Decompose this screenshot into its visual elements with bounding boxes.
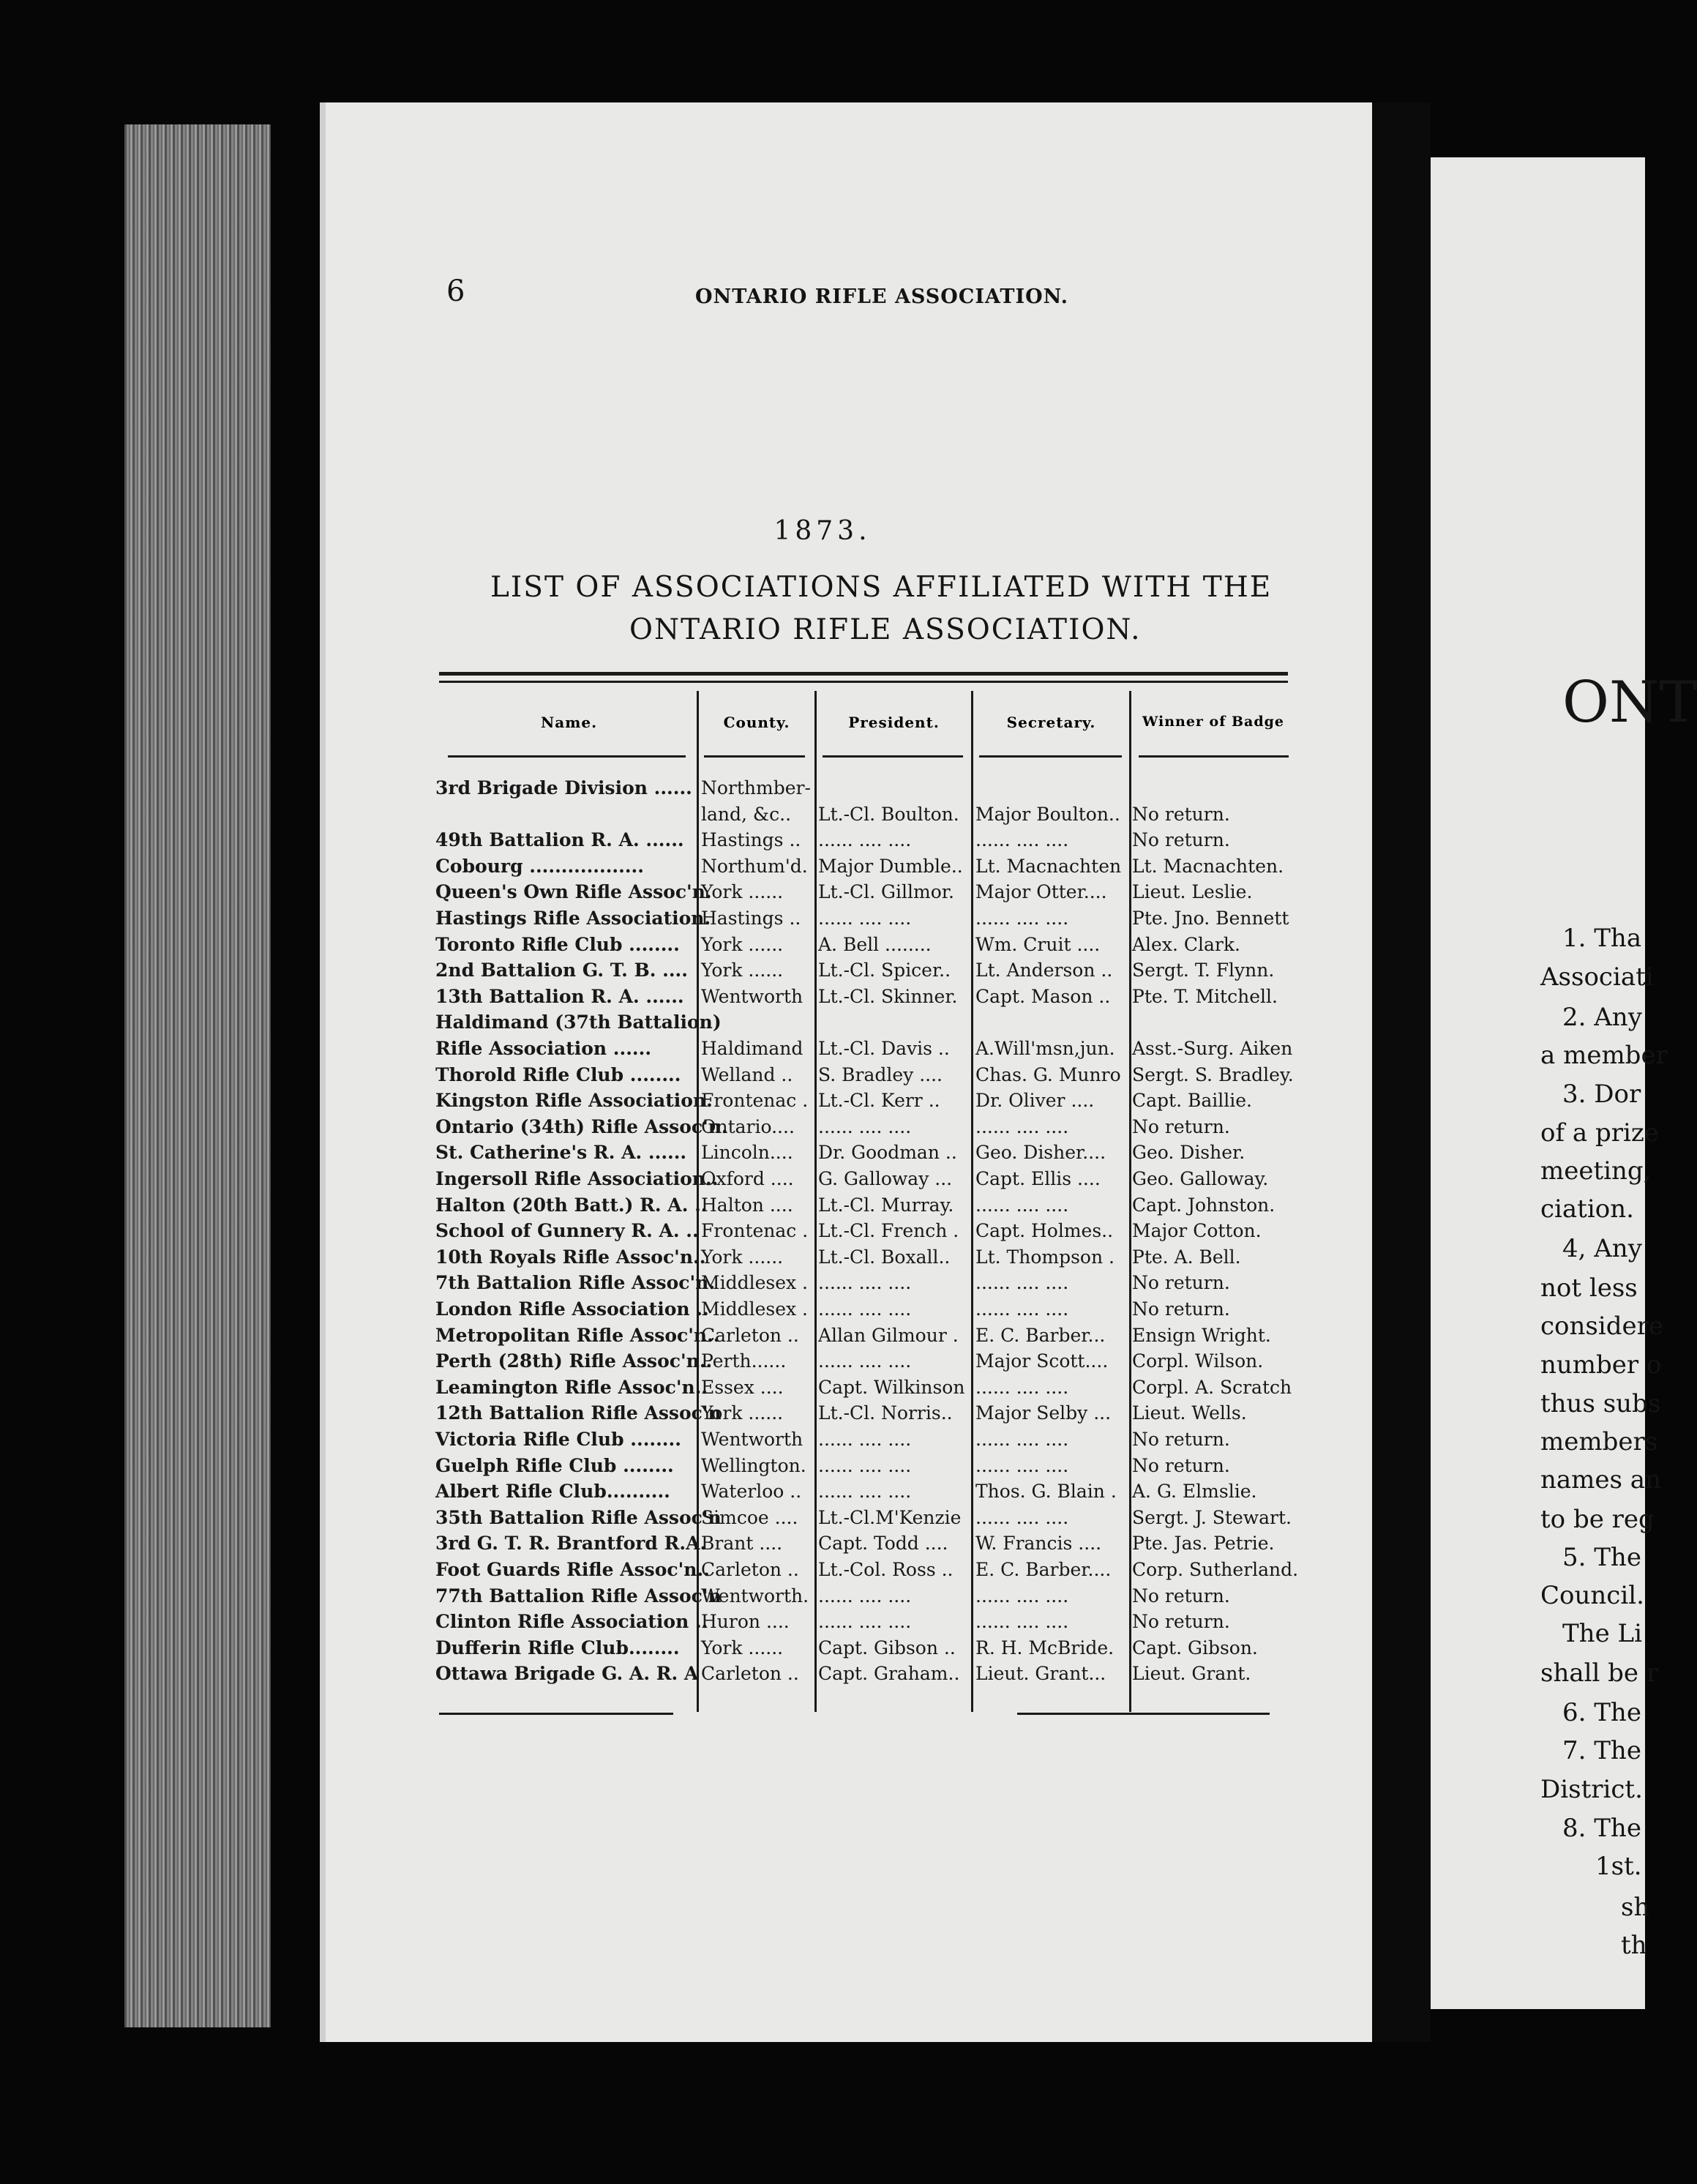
cell-secretary: ...... .... ....: [975, 829, 1069, 851]
cell-president: Capt. Todd ....: [818, 1533, 948, 1555]
column-divider: [814, 691, 817, 1712]
cell-president: Lt.-Cl. Boxall..: [818, 1246, 951, 1268]
cell-president: Lt.-Cl. Boulton.: [818, 803, 959, 825]
cell-president: S. Bradley ....: [818, 1063, 943, 1085]
cell-county: Huron ....: [701, 1611, 790, 1633]
cell-secretary: ...... .... ....: [975, 1585, 1069, 1607]
cell-president: Capt. Wilkinson: [818, 1376, 965, 1398]
cell-secretary: E. C. Barber...: [975, 1324, 1106, 1346]
cell-secretary: Dr. Oliver ....: [975, 1090, 1095, 1112]
cell-winner: Asst.-Surg. Aiken: [1132, 1038, 1293, 1059]
facing-page-line: meeting,: [1540, 1156, 1652, 1186]
cell-name: 35th Battalion Rifle Assoc'n: [435, 1506, 722, 1528]
cell-name: Perth (28th) Rifle Assoc'n..: [435, 1350, 713, 1372]
cell-county: Carleton ..: [701, 1663, 799, 1685]
cell-name: 12th Battalion Rifle Assoc'n: [435, 1402, 722, 1424]
facing-page-line: not less: [1540, 1274, 1638, 1303]
cell-name: Queen's Own Rifle Assoc'n.: [435, 881, 712, 903]
header-underline: [704, 755, 805, 758]
cell-winner: Major Cotton.: [1132, 1220, 1262, 1242]
cell-name: Rifle Association ......: [435, 1038, 652, 1059]
table-bottom-rule: [439, 1713, 673, 1715]
cell-president: ...... .... ....: [818, 1429, 912, 1450]
cell-president: Lt.-Col. Ross ..: [818, 1559, 954, 1580]
running-head: ONTARIO RIFLE ASSOCIATION.: [695, 285, 1069, 308]
cell-name: Albert Rifle Club..........: [435, 1481, 670, 1503]
cell-secretary: ...... .... ....: [975, 1298, 1069, 1320]
cell-secretary: Capt. Ellis ....: [975, 1168, 1101, 1189]
facing-page-line: to be reg: [1540, 1505, 1655, 1534]
facing-page-line: of a prize: [1540, 1118, 1659, 1148]
year-heading: 1873.: [773, 516, 872, 546]
column-divider: [1129, 691, 1131, 1712]
cell-secretary: Chas. G. Munro: [975, 1063, 1121, 1085]
cell-name: 77th Battalion Rifle Assoc'n: [435, 1585, 722, 1607]
cell-president: Capt. Gibson ..: [818, 1637, 956, 1658]
cell-president: Capt. Graham..: [818, 1663, 960, 1685]
facing-page-line: Council.: [1540, 1581, 1644, 1610]
cell-name: Toronto Rifle Club ........: [435, 933, 680, 955]
cell-president: Lt.-Cl. Kerr ..: [818, 1090, 940, 1112]
cell-secretary: Major Scott....: [975, 1350, 1109, 1372]
cell-secretary: ...... .... ....: [975, 1194, 1069, 1216]
cell-name: Leamington Rifle Assoc'n..: [435, 1376, 708, 1398]
cell-name: 2nd Battalion G. T. B. ....: [435, 960, 688, 981]
cell-secretary: ...... .... ....: [975, 1611, 1069, 1633]
cell-name: Ontario (34th) Rifle Assoc'n.: [435, 1115, 728, 1137]
page-number: 6: [446, 274, 465, 308]
cell-county: Haldimand: [701, 1038, 803, 1059]
cell-winner: Lieut. Grant.: [1132, 1663, 1251, 1685]
facing-page-line: 2. Any: [1562, 1003, 1642, 1032]
cell-secretary: Major Otter....: [975, 881, 1107, 903]
cell-county: Hastings ..: [701, 908, 801, 929]
cell-secretary: E. C. Barber....: [975, 1559, 1112, 1580]
table-bottom-rule: [1017, 1713, 1270, 1715]
cell-county: Simcoe ....: [701, 1506, 798, 1528]
cell-county: Northmber-: [701, 777, 811, 799]
cell-winner: No return.: [1132, 1429, 1230, 1450]
cell-name: 13th Battalion R. A. ......: [435, 985, 684, 1007]
cell-name: 3rd Brigade Division ......: [435, 777, 692, 799]
facing-page-line: 1. Tha: [1562, 924, 1642, 953]
cell-name: Haldimand (37th Battalion): [435, 1011, 722, 1033]
cell-winner: Corpl. Wilson.: [1132, 1350, 1264, 1372]
cell-winner: Geo. Disher.: [1132, 1142, 1245, 1164]
facing-page-line: th: [1621, 1931, 1647, 1960]
header-county: County.: [723, 714, 790, 731]
cell-secretary: ...... .... ....: [975, 1429, 1069, 1450]
facing-page-line: names an: [1540, 1465, 1661, 1495]
cell-winner: No return.: [1132, 803, 1230, 825]
cell-county: York ......: [701, 960, 784, 981]
cell-name: London Rifle Association ..: [435, 1298, 709, 1320]
cell-county: Carleton ..: [701, 1559, 799, 1580]
cell-secretary: ...... .... ....: [975, 1272, 1069, 1294]
cell-secretary: Major Boulton..: [975, 803, 1120, 825]
facing-page-line: number o: [1540, 1350, 1662, 1380]
header-underline: [823, 755, 963, 758]
cell-secretary: ...... .... ....: [975, 1115, 1069, 1137]
cell-county: Halton ....: [701, 1194, 793, 1216]
cell-county: Oxford ....: [701, 1168, 794, 1189]
cell-president: ...... .... ....: [818, 1585, 912, 1607]
cell-president: ...... .... ....: [818, 1611, 912, 1633]
header-secretary: Secretary.: [1006, 714, 1096, 731]
column-divider: [971, 691, 973, 1712]
facing-page-line: The Li: [1562, 1619, 1642, 1648]
book-page-edges: [124, 124, 271, 2027]
cell-president: Lt.-Cl. French .: [818, 1220, 959, 1242]
cell-winner: Pte. Jas. Petrie.: [1132, 1533, 1275, 1555]
facing-page-line: District.: [1540, 1775, 1643, 1804]
cell-winner: No return.: [1132, 1115, 1230, 1137]
cell-winner: Alex. Clark.: [1132, 933, 1240, 955]
cell-president: Lt.-Cl. Norris..: [818, 1402, 953, 1424]
cell-president: Dr. Goodman ..: [818, 1142, 957, 1164]
cell-winner: Pte. T. Mitchell.: [1132, 985, 1278, 1007]
cell-president: ...... .... ....: [818, 1454, 912, 1476]
facing-page-line: 7. The: [1562, 1736, 1641, 1765]
facing-page-line: 8. The: [1562, 1814, 1641, 1843]
facing-page-line: thus subs: [1540, 1389, 1661, 1418]
cell-county: Wellington.: [701, 1454, 806, 1476]
cell-name: Cobourg ..................: [435, 855, 644, 877]
cell-president: Allan Gilmour .: [818, 1324, 959, 1346]
cell-county: Northum'd.: [701, 855, 808, 877]
cell-county: Hastings ..: [701, 829, 801, 851]
cell-president: A. Bell ........: [818, 933, 932, 955]
cell-county: Wentworth.: [701, 1585, 809, 1607]
cell-name: School of Gunnery R. A. ..: [435, 1220, 699, 1242]
cell-name: 10th Royals Rifle Assoc'n..: [435, 1246, 706, 1268]
cell-secretary: ...... .... ....: [975, 1376, 1069, 1398]
cell-secretary: Major Selby ...: [975, 1402, 1112, 1424]
cell-name: Victoria Rifle Club ........: [435, 1429, 681, 1450]
facing-page-line: 5. The: [1562, 1543, 1641, 1572]
cell-name: Clinton Rifle Association ..: [435, 1611, 708, 1633]
cell-president: Major Dumble..: [818, 855, 963, 877]
cell-winner: Geo. Galloway.: [1132, 1168, 1269, 1189]
facing-page-line: 6. The: [1562, 1698, 1641, 1727]
cell-name: Thorold Rifle Club ........: [435, 1063, 681, 1085]
cell-winner: Corpl. A. Scratch: [1132, 1376, 1292, 1398]
cell-secretary: Wm. Cruit ....: [975, 933, 1101, 955]
cell-winner: No return.: [1132, 1272, 1230, 1294]
cell-winner: Lt. Macnachten.: [1132, 855, 1284, 877]
facing-page-line: members: [1540, 1427, 1658, 1456]
cell-winner: Capt. Baillie.: [1132, 1090, 1252, 1112]
cell-name: Metropolitan Rifle Assoc'n..: [435, 1324, 720, 1346]
cell-president: Lt.-Cl. Davis ..: [818, 1038, 950, 1059]
facing-page-line: shall be r: [1540, 1658, 1659, 1688]
header-underline: [1139, 755, 1289, 758]
cell-secretary: ...... .... ....: [975, 1454, 1069, 1476]
cell-president: Lt.-Cl.M'Kenzie: [818, 1506, 962, 1528]
header-winner: Winner of Badge: [1142, 714, 1285, 730]
cell-name: Halton (20th Batt.) R. A. ..: [435, 1194, 708, 1216]
cell-secretary: ...... .... ....: [975, 908, 1069, 929]
cell-county: Perth......: [701, 1350, 787, 1372]
cell-president: ...... .... ....: [818, 829, 912, 851]
cell-county: York ......: [701, 1637, 784, 1658]
cell-president: Lt.-Cl. Skinner.: [818, 985, 958, 1007]
cell-winner: No return.: [1132, 1454, 1230, 1476]
cell-county: Waterloo ..: [701, 1481, 802, 1503]
cell-county: Welland ..: [701, 1063, 793, 1085]
cell-president: ...... .... ....: [818, 1350, 912, 1372]
cell-winner: Capt. Johnston.: [1132, 1194, 1275, 1216]
cell-county: York ......: [701, 881, 784, 903]
cell-name: Kingston Rifle Association.: [435, 1090, 713, 1112]
cell-county: land, &c..: [701, 803, 792, 825]
cell-name: Guelph Rifle Club ........: [435, 1454, 674, 1476]
cell-president: Lt.-Cl. Gillmor.: [818, 881, 954, 903]
cell-secretary: Lt. Thompson .: [975, 1246, 1115, 1268]
cell-winner: No return.: [1132, 829, 1230, 851]
cell-county: Brant ....: [701, 1533, 783, 1555]
header-president: President.: [848, 714, 940, 731]
cell-winner: No return.: [1132, 1298, 1230, 1320]
cell-president: G. Galloway ...: [818, 1168, 953, 1189]
cell-winner: Ensign Wright.: [1132, 1324, 1271, 1346]
facing-page-line: considere: [1540, 1312, 1663, 1341]
facing-page-line: Associati: [1540, 962, 1654, 992]
cell-secretary: Lieut. Grant...: [975, 1663, 1106, 1685]
title-line-1: LIST OF ASSOCIATIONS AFFILIATED WITH THE: [490, 571, 1273, 604]
cell-winner: A. G. Elmslie.: [1132, 1481, 1257, 1503]
facing-page-title: ONT: [1562, 670, 1697, 736]
cell-president: Lt.-Cl. Spicer..: [818, 960, 951, 981]
cell-winner: No return.: [1132, 1585, 1230, 1607]
cell-winner: No return.: [1132, 1611, 1230, 1633]
facing-page-line: ciation.: [1540, 1194, 1634, 1224]
cell-winner: Pte. A. Bell.: [1132, 1246, 1241, 1268]
cell-winner: Sergt. J. Stewart.: [1132, 1506, 1292, 1528]
cell-winner: Pte. Jno. Bennett: [1132, 908, 1289, 929]
cell-county: Middlesex .: [701, 1298, 809, 1320]
cell-county: Frontenac .: [701, 1090, 809, 1112]
cell-name: 49th Battalion R. A. ......: [435, 829, 684, 851]
cell-name: 7th Battalion Rifle Assoc'n.: [435, 1272, 716, 1294]
facing-page-line: a member: [1540, 1041, 1668, 1070]
cell-name: Hastings Rifle Association.: [435, 908, 711, 929]
cell-winner: Sergt. S. Bradley.: [1132, 1063, 1294, 1085]
cell-president: ...... .... ....: [818, 1272, 912, 1294]
cell-secretary: ...... .... ....: [975, 1506, 1069, 1528]
cell-name: Foot Guards Rifle Assoc'n..: [435, 1559, 710, 1580]
cell-president: ...... .... ....: [818, 1481, 912, 1503]
cell-county: Wentworth: [701, 1429, 803, 1450]
cell-secretary: W. Francis ....: [975, 1533, 1102, 1555]
cell-secretary: Capt. Holmes..: [975, 1220, 1114, 1242]
cell-county: Carleton ..: [701, 1324, 799, 1346]
facing-page-line: 3. Dor: [1562, 1080, 1641, 1109]
cell-county: Ontario....: [701, 1115, 795, 1137]
cell-president: Lt.-Cl. Murray.: [818, 1194, 954, 1216]
cell-county: Middlesex .: [701, 1272, 809, 1294]
cell-county: Essex ....: [701, 1376, 784, 1398]
header-name: Name.: [540, 714, 598, 731]
book-gutter: [1372, 102, 1431, 2042]
cell-secretary: Capt. Mason ..: [975, 985, 1111, 1007]
facing-page-line: 1st.: [1595, 1852, 1642, 1881]
cell-winner: Capt. Gibson.: [1132, 1637, 1258, 1658]
cell-president: ...... .... ....: [818, 1298, 912, 1320]
facing-page-line: 4, Any: [1562, 1234, 1642, 1263]
table-top-rule-thin: [439, 681, 1288, 683]
cell-president: ...... .... ....: [818, 908, 912, 929]
cell-secretary: R. H. McBride.: [975, 1637, 1115, 1658]
title-line-2: ONTARIO RIFLE ASSOCIATION.: [629, 613, 1142, 646]
table-top-rule: [439, 672, 1288, 676]
cell-county: York ......: [701, 933, 784, 955]
header-underline: [448, 755, 686, 758]
facing-page-line: sh: [1621, 1893, 1650, 1922]
cell-county: Frontenac .: [701, 1220, 809, 1242]
cell-county: York ......: [701, 1402, 784, 1424]
cell-secretary: Lt. Macnachten: [975, 855, 1122, 877]
header-underline: [979, 755, 1122, 758]
cell-secretary: A.Will'msn,jun.: [975, 1038, 1115, 1059]
cell-county: Wentworth: [701, 985, 803, 1007]
cell-president: ...... .... ....: [818, 1115, 912, 1137]
cell-winner: Sergt. T. Flynn.: [1132, 960, 1275, 981]
cell-winner: Lieut. Leslie.: [1132, 881, 1253, 903]
cell-name: 3rd G. T. R. Brantford R.A.: [435, 1533, 707, 1555]
cell-name: Ingersoll Rifle Association..: [435, 1168, 719, 1189]
cell-winner: Corp. Sutherland.: [1132, 1559, 1299, 1580]
cell-county: Lincoln....: [701, 1142, 793, 1164]
cell-name: St. Catherine's R. A. ......: [435, 1142, 687, 1164]
cell-winner: Lieut. Wells.: [1132, 1402, 1247, 1424]
cell-name: Dufferin Rifle Club........: [435, 1637, 680, 1658]
cell-secretary: Thos. G. Blain .: [975, 1481, 1117, 1503]
cell-county: York ......: [701, 1246, 784, 1268]
cell-name: Ottawa Brigade G. A. R. A: [435, 1663, 699, 1685]
cell-secretary: Lt. Anderson ..: [975, 960, 1113, 981]
cell-secretary: Geo. Disher....: [975, 1142, 1106, 1164]
